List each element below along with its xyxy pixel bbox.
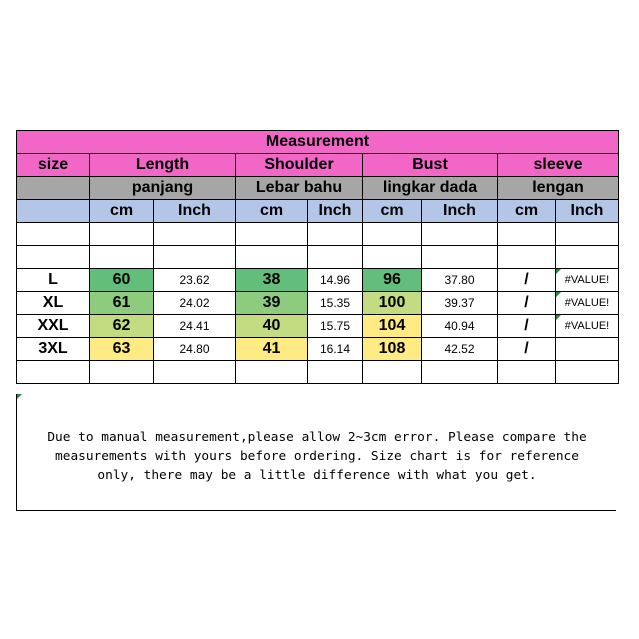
bust-inch-cell: 37.80 [422,269,498,292]
empty-row [17,361,619,384]
shoulder-inch-cell: 16.14 [308,338,363,361]
unit-cm: cm [90,200,154,223]
blank-cell [17,200,90,223]
unit-cm: cm [498,200,556,223]
shoulder-cm-cell: 39 [236,292,308,315]
shoulder-translation: Lebar bahu [236,177,363,200]
sleeve-inch-cell: #VALUE! [556,269,619,292]
bust-cm-cell: 104 [363,315,422,338]
sleeve-inch-cell: #VALUE! [556,315,619,338]
length-inch-cell: 23.62 [154,269,236,292]
sleeve-inch-cell: #VALUE! [556,292,619,315]
bust-cm-cell: 108 [363,338,422,361]
unit-inch: Inch [422,200,498,223]
shoulder-inch-cell: 14.96 [308,269,363,292]
header-row-units [17,200,619,223]
length-translation: panjang [90,177,236,200]
bust-translation: lingkar dada [363,177,498,200]
empty-row [17,223,619,246]
size-header: size [17,154,90,177]
length-cm-cell: 63 [90,338,154,361]
unit-inch: Inch [556,200,619,223]
table-row [17,292,619,315]
shoulder-inch-cell: 15.75 [308,315,363,338]
chart-title: Measurement [17,131,619,154]
table-row [17,315,619,338]
table-row [17,338,619,361]
bust-inch-cell: 39.37 [422,292,498,315]
shoulder-header: Shoulder [236,154,363,177]
title-row [17,131,619,154]
unit-cm: cm [236,200,308,223]
length-cm-cell: 61 [90,292,154,315]
length-inch-cell: 24.02 [154,292,236,315]
unit-inch: Inch [308,200,363,223]
bust-cm-cell: 100 [363,292,422,315]
shoulder-cm-cell: 40 [236,315,308,338]
length-header: Length [90,154,236,177]
length-cm-cell: 62 [90,315,154,338]
size-cell: XL [17,292,90,315]
blank-cell [17,177,90,200]
sleeve-cm-cell: / [498,269,556,292]
length-cm-cell: 60 [90,269,154,292]
size-cell: XXL [17,315,90,338]
size-cell: 3XL [17,338,90,361]
disclaimer-box [16,394,616,511]
bust-inch-cell: 40.94 [422,315,498,338]
sleeve-cm-cell: / [498,315,556,338]
sleeve-cm-cell: / [498,338,556,361]
shoulder-cm-cell: 38 [236,269,308,292]
cell-marker-icon [17,394,22,399]
header-row-measures [17,154,619,177]
unit-cm: cm [363,200,422,223]
sleeve-inch-cell [556,338,619,361]
size-chart-table [16,130,619,384]
sleeve-header: sleeve [498,154,619,177]
shoulder-inch-cell: 15.35 [308,292,363,315]
sleeve-cm-cell: / [498,292,556,315]
length-inch-cell: 24.80 [154,338,236,361]
unit-inch: Inch [154,200,236,223]
bust-inch-cell: 42.52 [422,338,498,361]
length-inch-cell: 24.41 [154,315,236,338]
table-row [17,269,619,292]
size-cell: L [17,269,90,292]
empty-row [17,246,619,269]
shoulder-cm-cell: 41 [236,338,308,361]
bust-cm-cell: 96 [363,269,422,292]
sleeve-translation: lengan [498,177,619,200]
bust-header: Bust [363,154,498,177]
disclaimer-text: Due to manual measurement,please allow 2~3cm error. Please compare the measurements with yours before ordering. Size chart is for reference only, there may be a little difference with what you get. [47,430,587,483]
header-row-translations [17,177,619,200]
